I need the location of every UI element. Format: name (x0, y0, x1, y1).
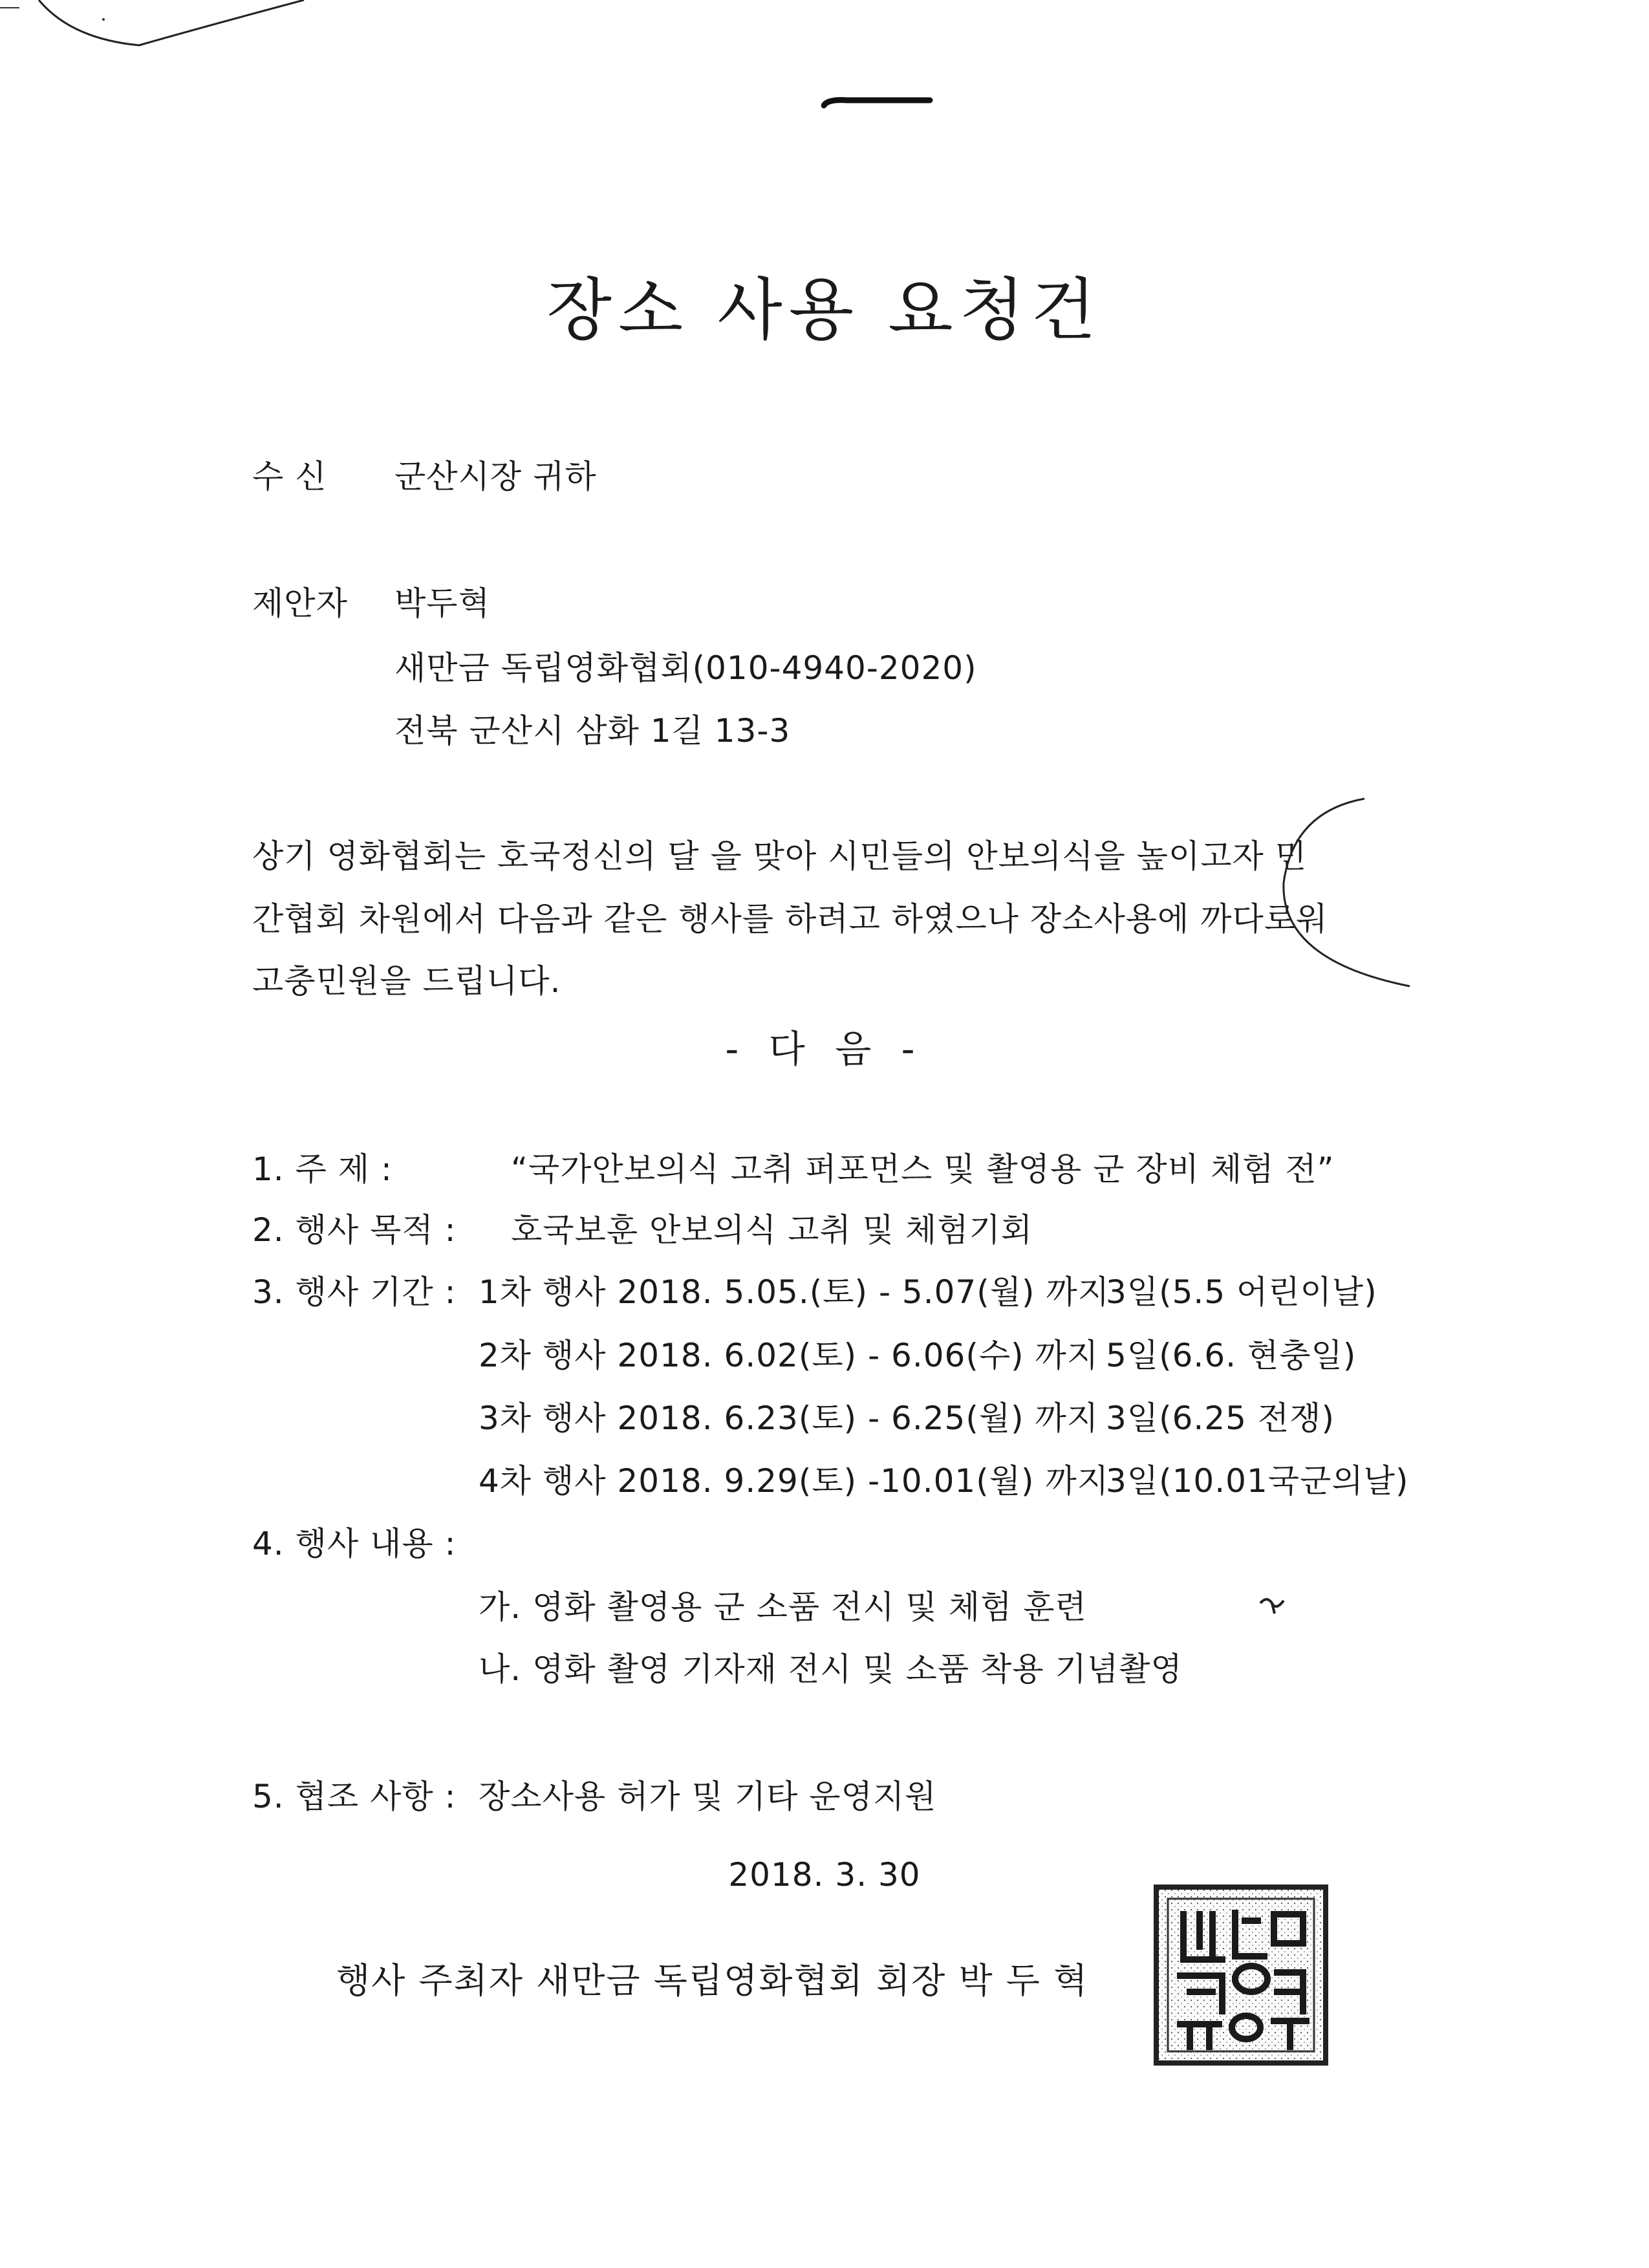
document-date: 2018. 3. 30 (728, 1856, 921, 1894)
proposer-address: 전북 군산시 삼화 1길 13-3 (394, 712, 791, 750)
body-line: 상기 영화협회는 호국정신의 달 을 맞아 시민들의 안보의식을 높이고자 민 (252, 837, 1308, 875)
period-duration: 3일(6.25 전쟁) (1106, 1399, 1335, 1437)
period-round: 1차 행사 2018. 5.05.(토) - 5.07(월) 까지 (479, 1273, 1110, 1311)
content-line: 가. 영화 촬영용 군 소품 전시 및 체험 훈련 (479, 1588, 1087, 1626)
period-duration: 3일(10.01국군의날) (1106, 1462, 1409, 1500)
cooperation-label: 5. 협조 사항 : (252, 1778, 457, 1815)
proposer-label: 제안자 (252, 585, 348, 622)
period-duration: 3일(5.5 어린이날) (1106, 1273, 1377, 1311)
theme-value: “국가안보의식 고취 퍼포먼스 및 촬영용 군 장비 체험 전” (511, 1150, 1335, 1188)
period-round: 2차 행사 2018. 6.02(토) - 6.06(수) 까지 (479, 1337, 1099, 1374)
document-title: 장소 사용 요청건 (546, 270, 1103, 349)
cooperation-value: 장소사용 허가 및 기타 운영지원 (479, 1778, 937, 1815)
ink-speck-mark (1258, 1594, 1290, 1617)
body-line: 간협회 차원에서 다음과 같은 행사를 하려고 하였으나 장소사용에 까다로워 (252, 900, 1328, 938)
purpose-value: 호국보훈 안보의식 고취 및 체험기회 (511, 1211, 1033, 1249)
handwritten-curve-mark (1267, 792, 1423, 1006)
notice-heading: - 다 음 - (725, 1027, 924, 1071)
period-label: 3. 행사 기간 : (252, 1273, 457, 1311)
signer-line: 행사 주최자 새만금 독립영화협회 회장 박 두 혁 (336, 1960, 1089, 2001)
purpose-label: 2. 행사 목적 : (252, 1211, 457, 1249)
official-seal (1151, 1882, 1332, 2069)
scan-corner-mark (0, 0, 336, 71)
proposer-name: 박두혁 (394, 585, 490, 622)
top-dash-mark (821, 94, 938, 113)
content-line: 나. 영화 촬영 기자재 전시 및 소품 착용 기념촬영 (479, 1650, 1183, 1688)
period-round: 4차 행사 2018. 9.29(토) -10.01(월) 까지 (479, 1462, 1110, 1500)
period-duration: 5일(6.6. 현충일) (1106, 1337, 1357, 1374)
proposer-organization: 새만금 독립영화협회(010-4940-2020) (394, 649, 977, 687)
recipient-value: 군산시장 귀하 (394, 458, 597, 495)
period-round: 3차 행사 2018. 6.23(토) - 6.25(월) 까지 (479, 1399, 1099, 1437)
body-line: 고충민원을 드립니다. (252, 962, 561, 1000)
theme-label: 1. 주 제 : (252, 1150, 393, 1188)
recipient-label: 수 신 (252, 458, 327, 495)
content-label: 4. 행사 내용 : (252, 1525, 457, 1562)
